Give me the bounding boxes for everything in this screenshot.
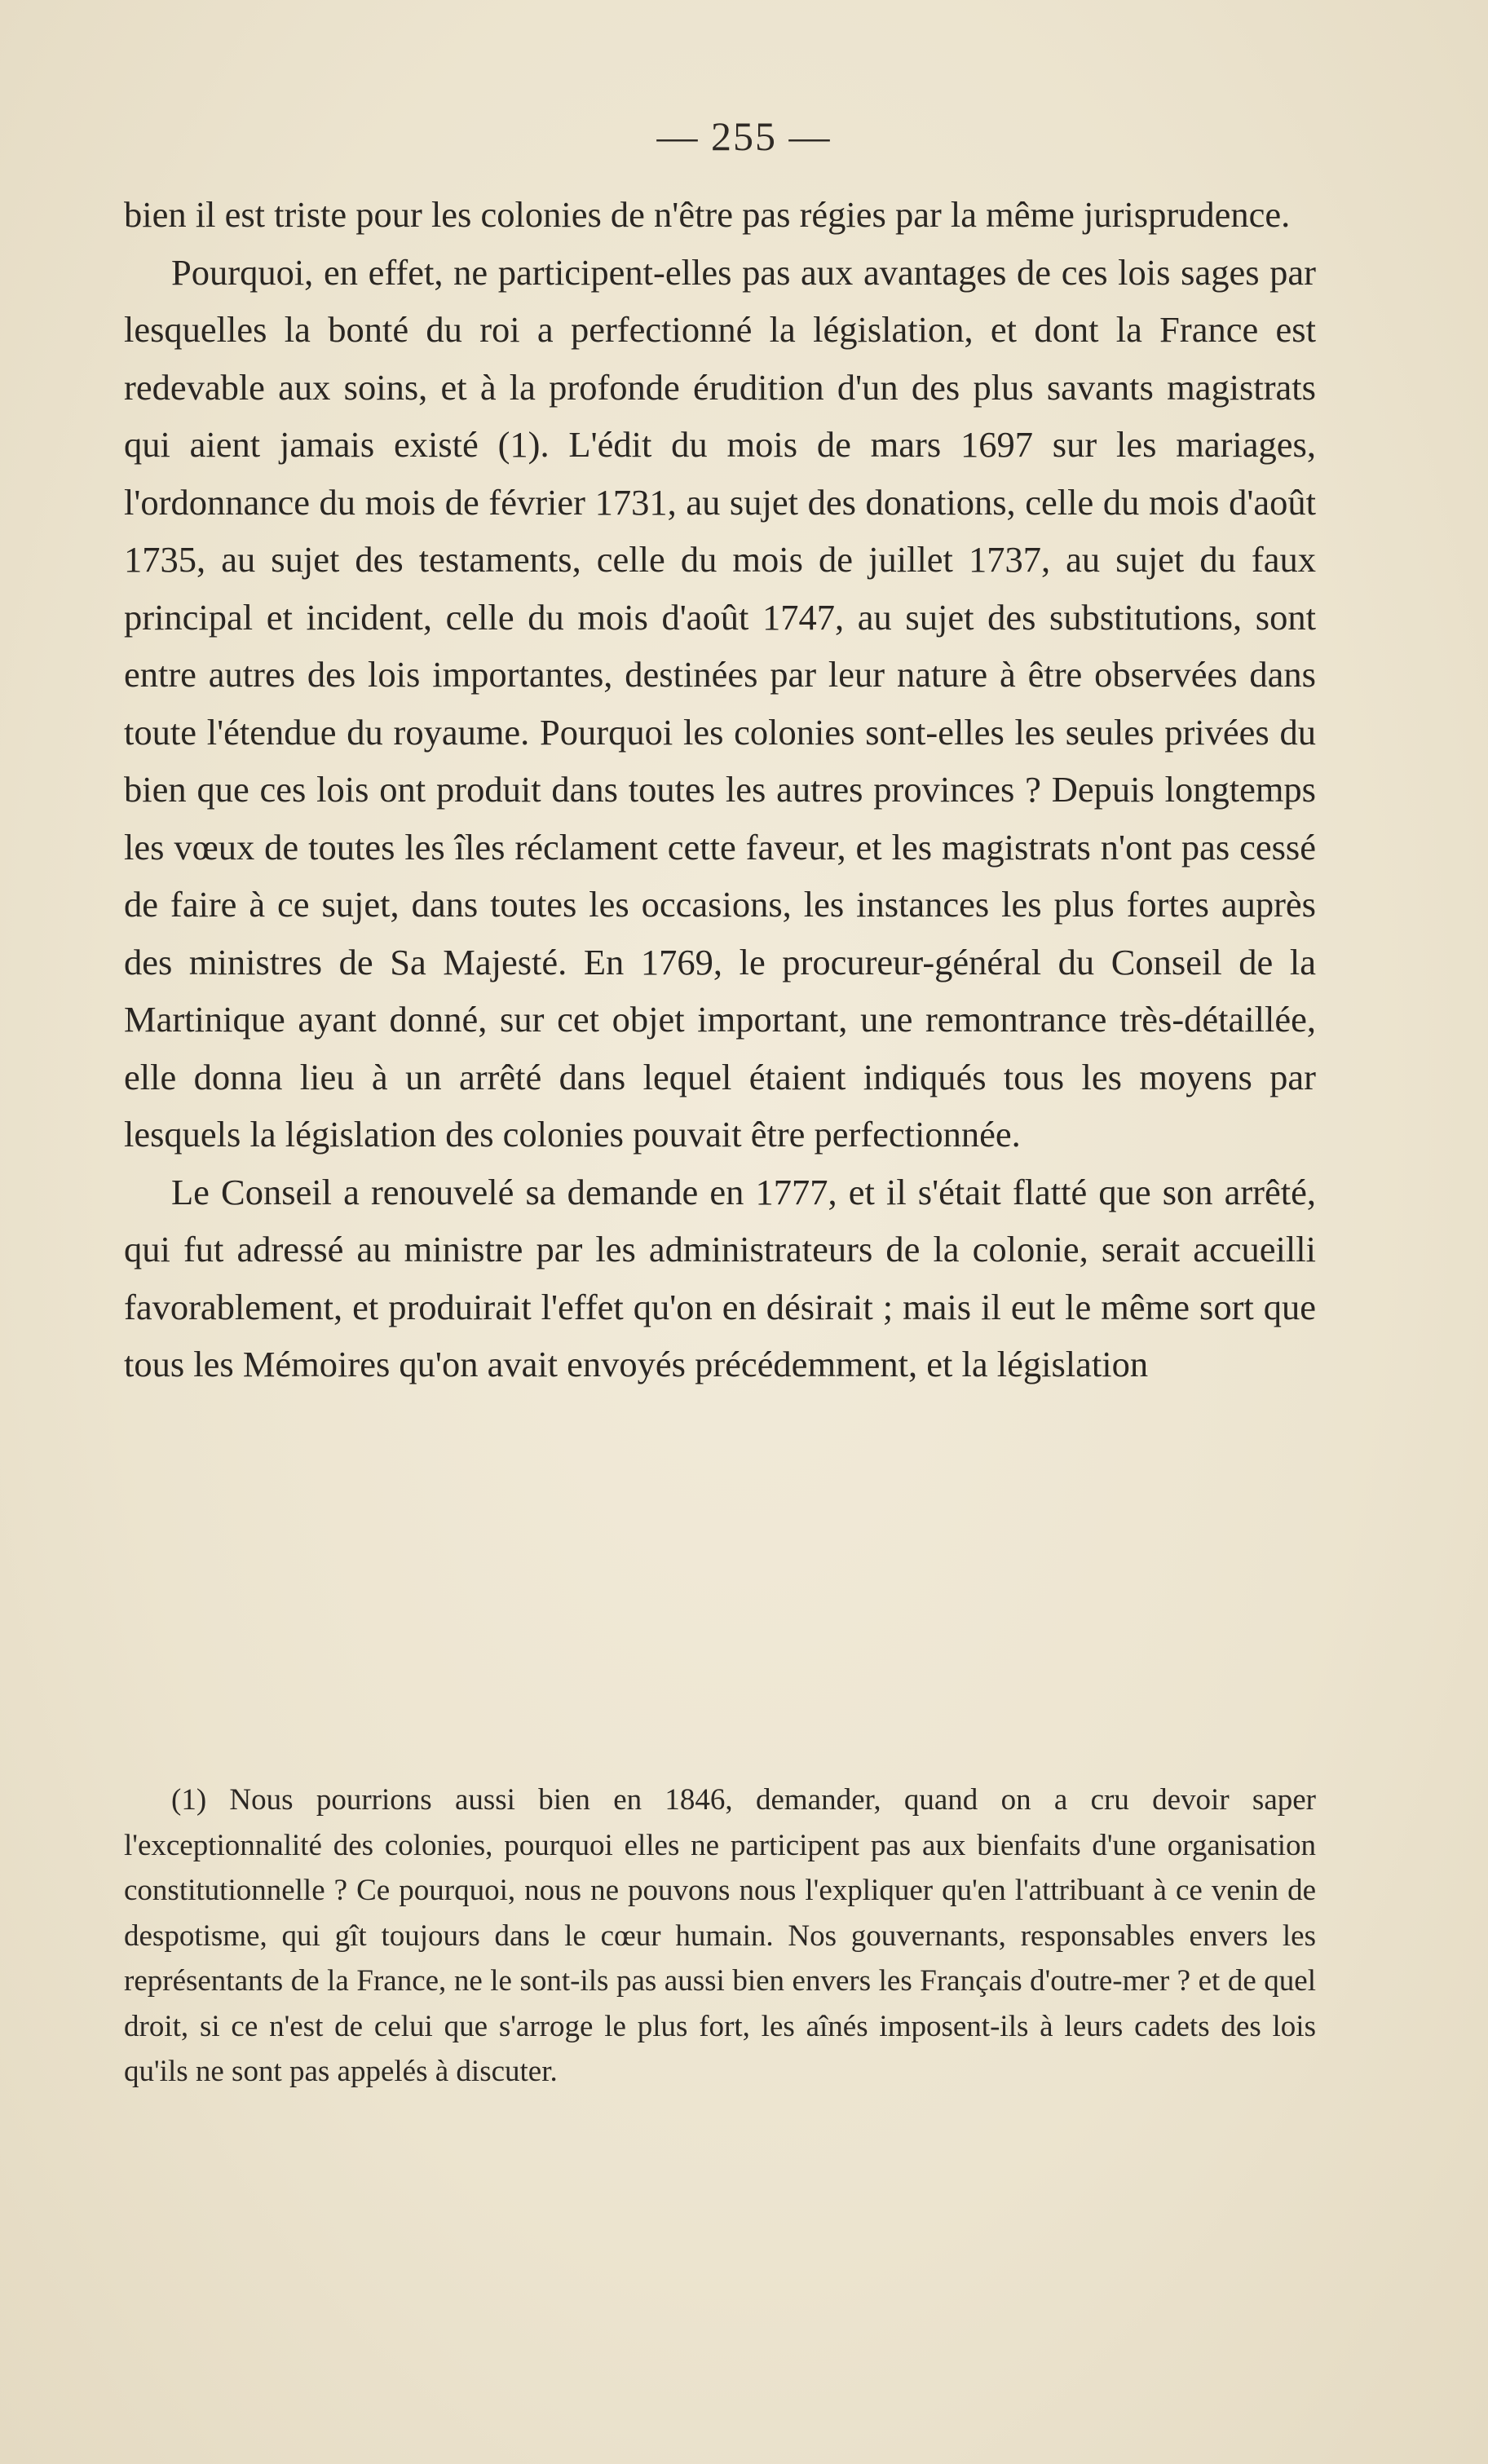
paragraph-continuation: bien il est triste pour les colonies de n'être pas régies par la même jurisprudence.	[124, 194, 1291, 235]
paragraph-pourquoi: Pourquoi, en effet, ne participent-elles pas aux avantages de ces lois sages par lesquelles la bonté du roi a perfectionné la législation, et dont la France est redevable aux soins, et à la profonde érudition d'un des plus savants magistrats qui aient jamais existé (1). L'édit du mois de mars 1697 sur les mariages, l'ordonnance du mois de février 1731, au sujet des donations, celle du mois d'août 1735, au sujet des testaments, celle du mois de juillet 1737, au sujet du faux principal et incident, celle du mois d'août 1747, au sujet des substitutions, sont entre autres des lois importantes, destinées par leur nature à être observées dans toute l'étendue du royaume. Pourquoi les colonies sont-elles les seules privées du bien que ces lois ont produit dans toutes les autres provinces ? Depuis longtemps les vœux de toutes les îles réclament cette faveur, et les magistrats n'ont pas cessé de faire à ce sujet, dans toutes les occasions, les instances les plus fortes auprès des ministres de Sa Majesté. En 1769, le procureur-général du Conseil de la Martinique ayant donné, sur cet objet important, une remontrance très-détaillée, elle donna lieu à un arrêté dans lequel étaient indiqués tous les moyens par lesquels la législation des colonies pouvait être perfectionnée.	[124, 251, 1316, 1155]
paragraph-conseil: Le Conseil a renouvelé sa demande en 1777, et il s'était flatté que son arrêté, qui fut adressé au ministre par les administrateurs de la colonie, serait accueilli favorablement, et produirait l'effet qu'on en désirait ; mais il eut le même sort que tous les Mémoires qu'on avait envoyés précédemment, et la législation	[124, 1171, 1316, 1384]
footnote: (1) Nous pourrions aussi bien en 1846, demander, quand on a cru devoir saper l'exceptionnalité des colonies, pourquoi elles ne participent pas aux bienfaits d'une organisation constitutionnelle ? Ce pourquoi, nous ne pouvons nous l'expliquer qu'en l'attribuant à ce venin de despotisme, qui gît toujours dans le cœur humain. Nos gouvernants, responsables envers les représentants de la France, ne le sont-ils pas aussi bien envers les Français d'outre-mer ? et de quel droit, si ce n'est de celui que s'arroge le plus fort, les aînés imposent-ils à leurs cadets des lois qu'ils ne sont pas appelés à discuter.	[124, 1783, 1316, 2088]
body-text	[124, 186, 1316, 1393]
page-number: — 255 —	[656, 113, 832, 159]
footnote-section	[124, 1777, 1316, 2095]
